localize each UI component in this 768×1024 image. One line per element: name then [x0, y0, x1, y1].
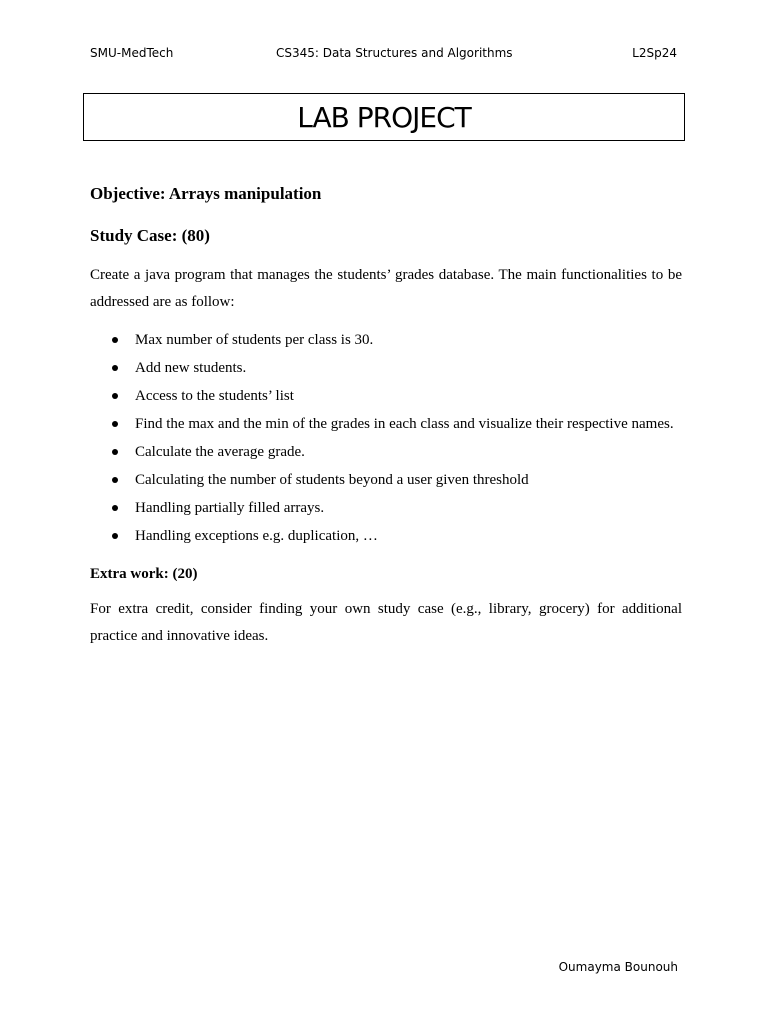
bullet-icon — [112, 533, 118, 539]
bullet-icon — [112, 337, 118, 343]
bullet-icon — [112, 365, 118, 371]
extra-work-text: For extra credit, consider finding your own study case (e.g., library, grocery) for additional practice and innovative ideas. — [90, 601, 682, 644]
list-item-text: Access to the students’ list — [135, 388, 294, 404]
bullet-icon — [112, 421, 118, 427]
study-case-heading: Study Case: (80) — [90, 226, 210, 245]
study-case-intro: Create a java program that manages the students’ grades database. The main functionalities to be addressed are as follow: — [90, 267, 682, 310]
list-item-text: Handling partially filled arrays. — [135, 500, 325, 516]
objective-heading: Objective: Arrays manipulation — [90, 184, 322, 203]
footer-author: Oumayma Bounouh — [558, 960, 678, 974]
list-item — [90, 410, 682, 438]
header-term: L2Sp24 — [632, 46, 677, 60]
requirements-list — [90, 326, 682, 550]
list-item-text: Handling exceptions e.g. duplication, … — [135, 528, 378, 544]
list-item — [90, 382, 682, 410]
bullet-icon — [112, 505, 118, 511]
bullet-icon — [112, 477, 118, 483]
list-item-text: Add new students. — [135, 360, 247, 376]
header-course: CS345: Data Structures and Algorithms — [276, 46, 513, 60]
page-title: LAB PROJECT — [297, 101, 471, 134]
list-item-text: Calculate the average grade. — [135, 444, 305, 460]
list-item — [90, 326, 682, 354]
bullet-icon — [112, 449, 118, 455]
list-item — [90, 522, 682, 550]
page-header — [0, 46, 768, 66]
document-body — [90, 182, 682, 650]
list-item-text: Calculating the number of students beyond a user given threshold — [135, 472, 529, 488]
list-item — [90, 466, 682, 494]
header-institution: SMU-MedTech — [90, 46, 174, 60]
list-item-text: Find the max and the min of the grades in each class and visualize their respective names. — [135, 416, 674, 432]
title-box — [83, 93, 685, 141]
extra-work-heading: Extra work: (20) — [90, 566, 198, 582]
list-item-text: Max number of students per class is 30. — [135, 332, 374, 348]
list-item — [90, 494, 682, 522]
list-item — [90, 354, 682, 382]
bullet-icon — [112, 393, 118, 399]
list-item — [90, 438, 682, 466]
